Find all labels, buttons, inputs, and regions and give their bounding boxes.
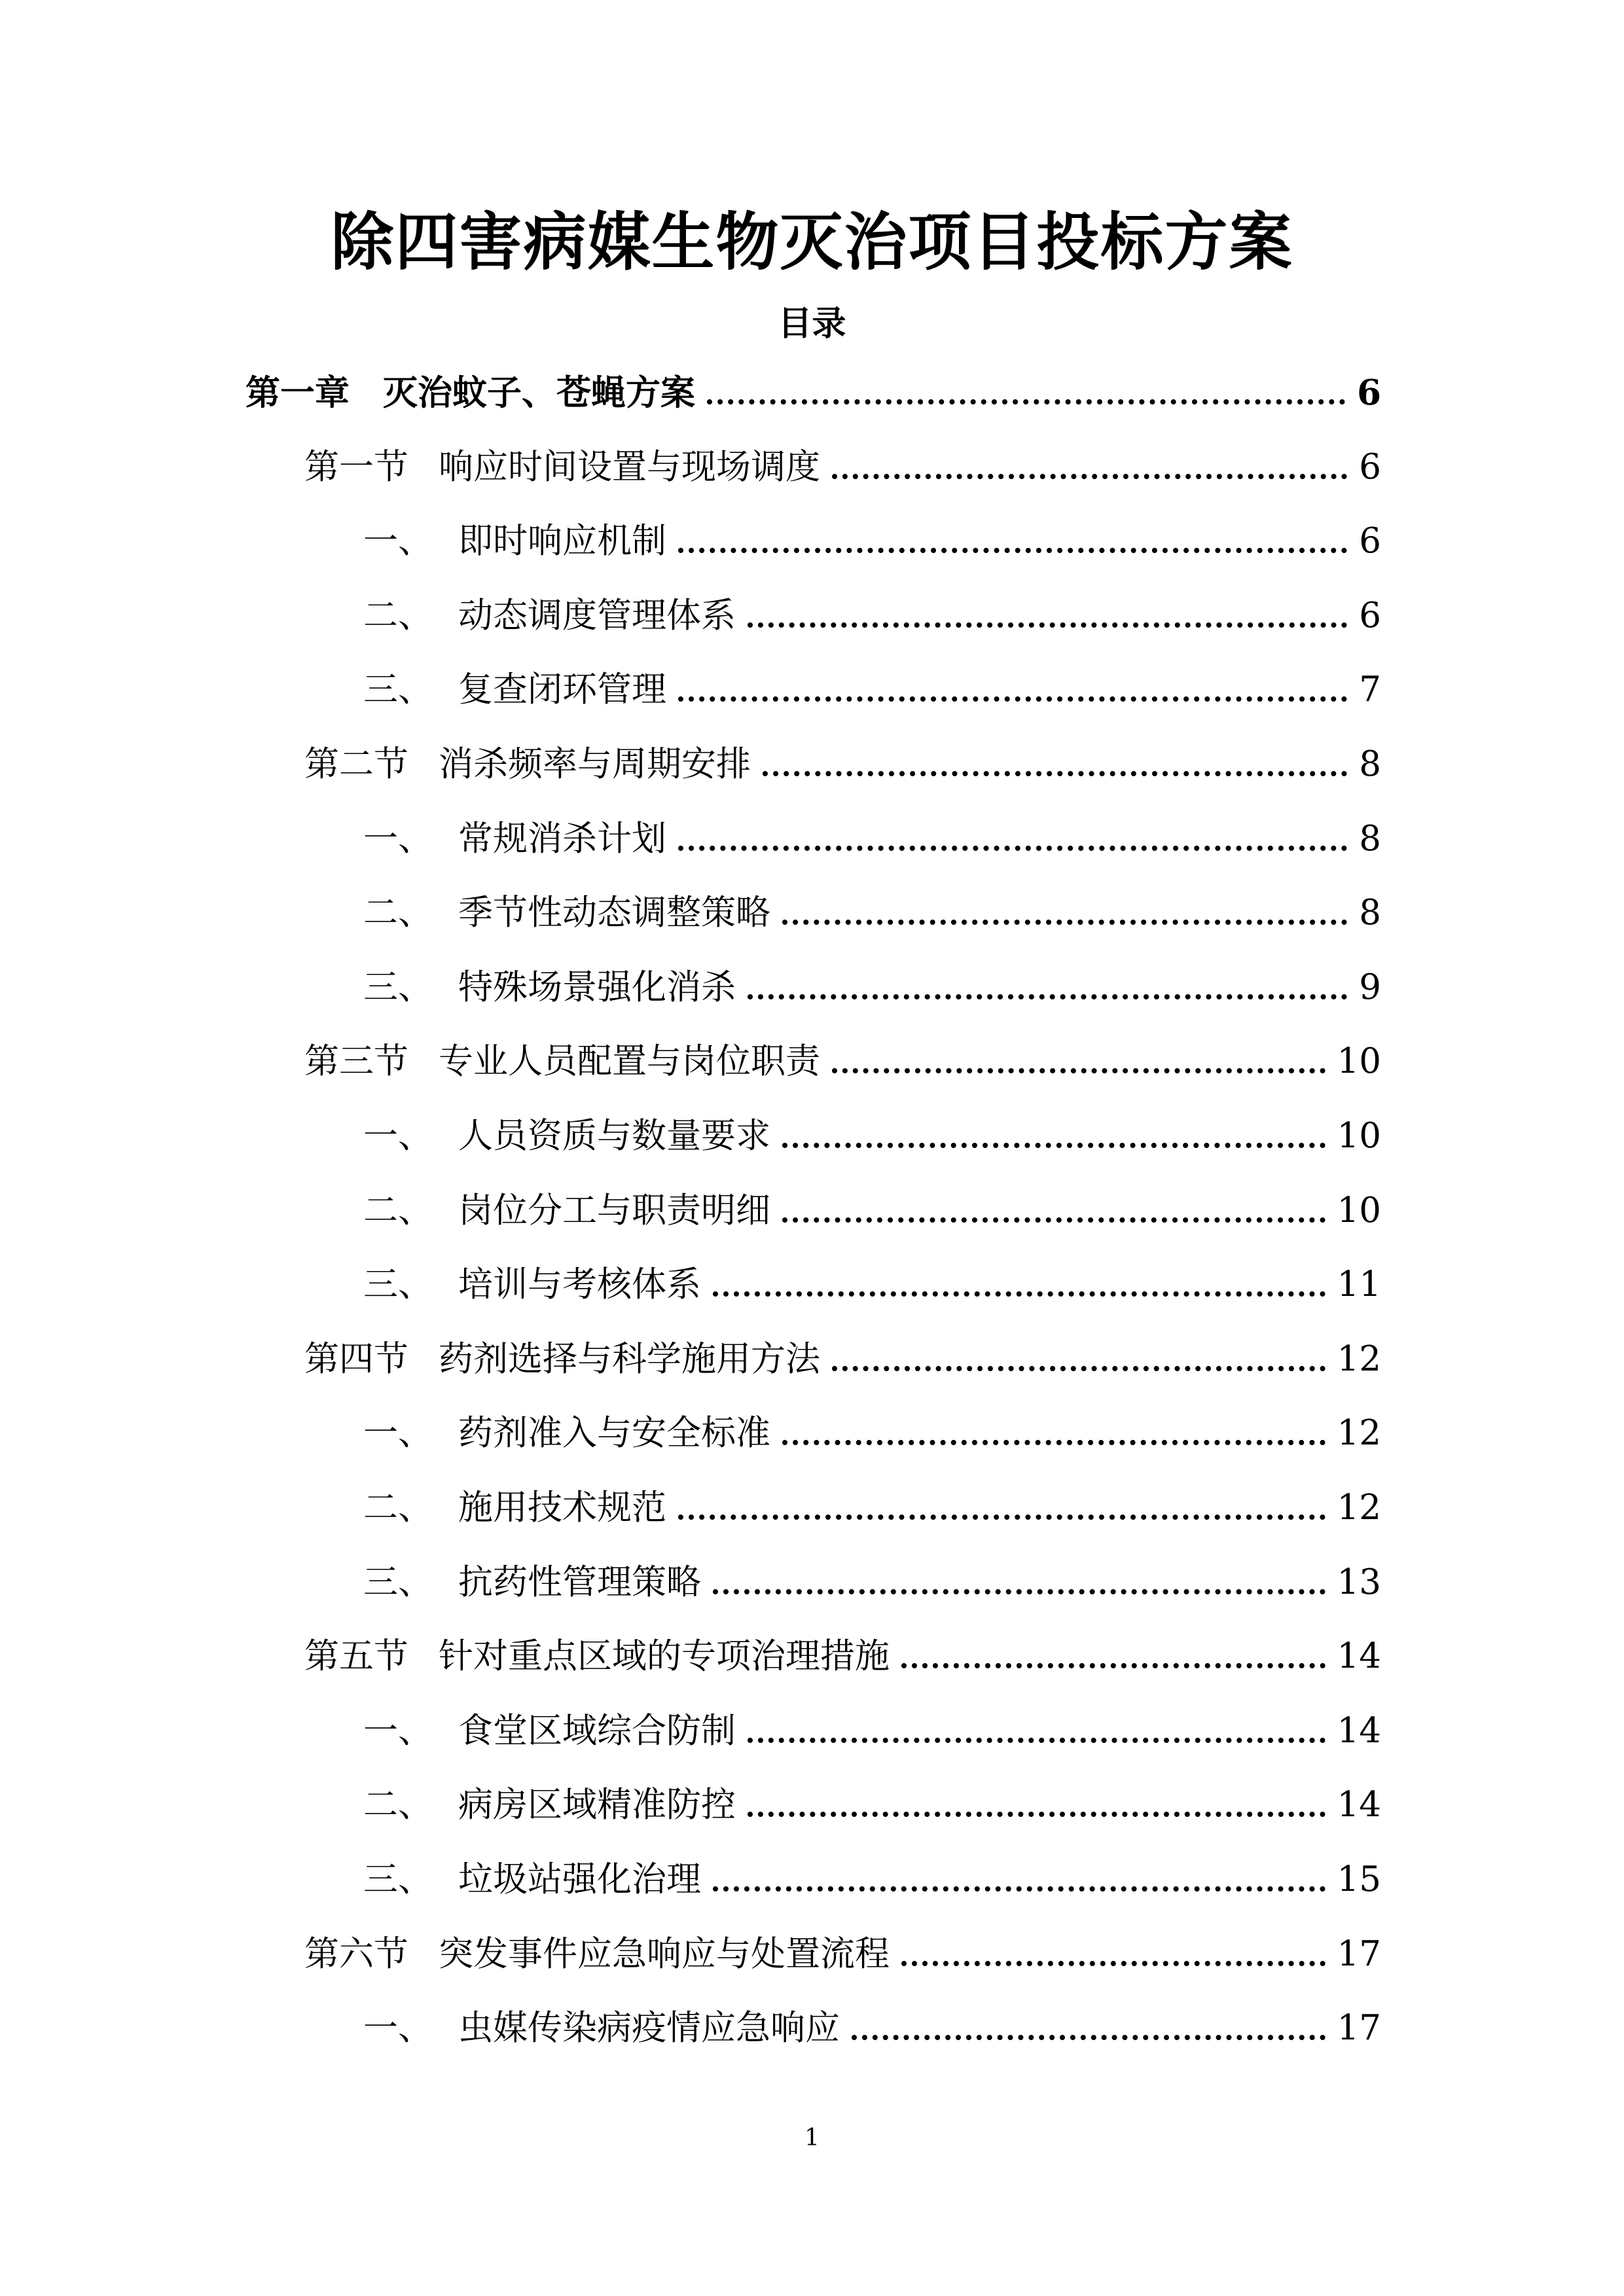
toc-dot-leader (763, 771, 1347, 776)
toc-entry-number: 二、 (363, 1191, 433, 1230)
toc-entry-page: 11 (1337, 1265, 1381, 1304)
toc-entry-page: 13 (1337, 1562, 1381, 1602)
toc-entry-number: 一、 (363, 1116, 433, 1156)
toc-entry-title: 特殊场景强化消杀 (458, 967, 736, 1007)
toc-dot-leader (782, 1143, 1326, 1148)
toc-dot-leader (901, 1663, 1326, 1668)
toc-entry[interactable] (363, 1854, 1381, 1906)
toc-entry-title: 施用技术规范 (458, 1488, 666, 1528)
toc-entry-page: 17 (1337, 2008, 1381, 2048)
toc-entry[interactable] (363, 590, 1381, 642)
toc-entry-page: 12 (1337, 1339, 1381, 1379)
toc-entry-title: 复查闭环管理 (458, 670, 666, 709)
toc-entry[interactable] (304, 1333, 1381, 1386)
toc-entry-title: 即时响应机制 (458, 521, 666, 561)
toc-entry-title: 响应时间设置与现场调度 (439, 447, 820, 487)
toc-entry-title: 突发事件应急响应与处置流程 (439, 1934, 890, 1974)
page-number: 1 (804, 2125, 820, 2151)
toc-entry-title: 季节性动态调整策略 (458, 893, 770, 933)
toc-entry[interactable] (363, 1482, 1381, 1534)
toc-dot-leader (782, 1440, 1326, 1445)
toc-entry-title: 药剂准入与安全标准 (458, 1413, 770, 1453)
toc-entry-page: 9 (1359, 967, 1381, 1007)
toc-entry-title: 虫媒传染病疫情应急响应 (458, 2008, 840, 2048)
toc-entry-title: 药剂选择与科学施用方法 (439, 1339, 820, 1379)
toc-entry-number: 一、 (363, 819, 433, 859)
toc-entry[interactable] (363, 1779, 1381, 1831)
toc-dot-leader (901, 1961, 1326, 1966)
toc-dot-leader (748, 1738, 1326, 1743)
toc-entry[interactable] (304, 738, 1381, 791)
toc-dot-leader (713, 1291, 1326, 1297)
toc-entry-title: 灭治蚊子、苍蝇方案 (383, 372, 695, 413)
toc-dot-leader (713, 1589, 1326, 1594)
toc-entry-title: 人员资质与数量要求 (458, 1116, 770, 1156)
toc-entry-title: 针对重点区域的专项治理措施 (439, 1636, 890, 1676)
toc-entry-number: 二、 (363, 596, 433, 636)
toc-entry[interactable] (363, 1259, 1381, 1311)
toc-entry[interactable] (363, 1556, 1381, 1609)
toc-dot-leader (678, 1515, 1326, 1520)
toc-entry[interactable] (363, 1110, 1381, 1162)
toc-entry-page: 6 (1359, 521, 1381, 561)
toc-entry-page: 6 (1359, 596, 1381, 636)
toc-entry-number: 二、 (363, 893, 433, 933)
toc-entry-title: 专业人员配置与岗位职责 (439, 1041, 820, 1081)
toc-dot-leader (782, 920, 1347, 925)
toc-entry-title: 消杀频率与周期安排 (439, 744, 751, 784)
toc-entry-page: 8 (1359, 893, 1381, 933)
toc-entry-title: 食堂区域综合防制 (458, 1711, 736, 1751)
toc-dot-leader (678, 548, 1347, 553)
toc-entry[interactable] (363, 2002, 1381, 2054)
toc-entry[interactable] (304, 1035, 1381, 1088)
toc-heading: 目录 (778, 304, 846, 344)
toc-entry-number: 二、 (363, 1488, 433, 1528)
toc-entry[interactable] (363, 515, 1381, 567)
toc-entry-title: 培训与考核体系 (458, 1265, 701, 1304)
toc-entry[interactable] (304, 1630, 1381, 1683)
toc-dot-leader (707, 399, 1345, 404)
toc-entry-number: 三、 (363, 1859, 433, 1899)
toc-entry[interactable] (304, 1928, 1381, 1981)
toc-entry-page: 14 (1337, 1636, 1381, 1676)
toc-entry-page: 17 (1337, 1934, 1381, 1974)
toc-dot-leader (852, 2035, 1326, 2040)
toc-entry-title: 病房区域精准防控 (458, 1785, 736, 1825)
toc-entry-page: 14 (1337, 1785, 1381, 1825)
toc-entry-title: 常规消杀计划 (458, 819, 666, 859)
toc-entry[interactable] (363, 1185, 1381, 1237)
toc-entry-page: 10 (1337, 1116, 1381, 1156)
toc-dot-leader (832, 1366, 1326, 1371)
toc-entry-page: 14 (1337, 1711, 1381, 1751)
toc-entry-number: 三、 (363, 1562, 433, 1602)
toc-entry[interactable] (245, 367, 1381, 419)
toc-dot-leader (713, 1886, 1326, 1892)
toc-entry-number: 一、 (363, 2008, 433, 2048)
toc-entry[interactable] (304, 441, 1381, 493)
toc-entry-page: 6 (1357, 372, 1381, 413)
toc-dot-leader (678, 846, 1347, 851)
toc-entry-number: 第一节 (304, 447, 408, 487)
toc-entry-number: 一、 (363, 1413, 433, 1453)
toc-dot-leader (832, 474, 1347, 479)
toc-entry-title: 垃圾站强化治理 (458, 1859, 701, 1899)
toc-dot-leader (782, 1217, 1326, 1223)
toc-entry-number: 第六节 (304, 1934, 408, 1974)
toc-entry-page: 7 (1359, 670, 1381, 709)
toc-dot-leader (748, 622, 1347, 628)
toc-entry-page: 8 (1359, 744, 1381, 784)
toc-entry-page: 6 (1359, 447, 1381, 487)
toc-entry-number: 三、 (363, 967, 433, 1007)
toc-dot-leader (748, 994, 1347, 999)
toc-entry-page: 15 (1337, 1859, 1381, 1899)
toc-entry-number: 一、 (363, 521, 433, 561)
toc-entry[interactable] (363, 961, 1381, 1014)
toc-entry-number: 第二节 (304, 744, 408, 784)
toc-entry-number: 第一章 (245, 372, 350, 413)
toc-entry[interactable] (363, 813, 1381, 865)
toc-entry-page: 10 (1337, 1041, 1381, 1081)
toc-entry-title: 岗位分工与职责明细 (458, 1191, 770, 1230)
toc-entry-page: 12 (1337, 1413, 1381, 1453)
toc-entry-page: 10 (1337, 1191, 1381, 1230)
toc-entry-number: 第四节 (304, 1339, 408, 1379)
document-title: 除四害病媒生物灭治项目投标方案 (331, 205, 1293, 279)
toc-entry[interactable] (363, 664, 1381, 716)
toc-entry-title: 动态调度管理体系 (458, 596, 736, 636)
toc-entry[interactable] (363, 1705, 1381, 1757)
toc-entry-page: 8 (1359, 819, 1381, 859)
toc-entry-number: 第五节 (304, 1636, 408, 1676)
toc-entry-number: 一、 (363, 1711, 433, 1751)
toc-entry-number: 二、 (363, 1785, 433, 1825)
toc-dot-leader (678, 696, 1347, 702)
toc-entry-number: 三、 (363, 670, 433, 709)
toc-entry[interactable] (363, 887, 1381, 939)
toc-entry-number: 第三节 (304, 1041, 408, 1081)
toc-entry-title: 抗药性管理策略 (458, 1562, 701, 1602)
toc-dot-leader (748, 1812, 1326, 1817)
toc-dot-leader (832, 1068, 1326, 1073)
toc-entry-page: 12 (1337, 1488, 1381, 1528)
toc-entry-number: 三、 (363, 1265, 433, 1304)
toc-entry[interactable] (363, 1407, 1381, 1460)
